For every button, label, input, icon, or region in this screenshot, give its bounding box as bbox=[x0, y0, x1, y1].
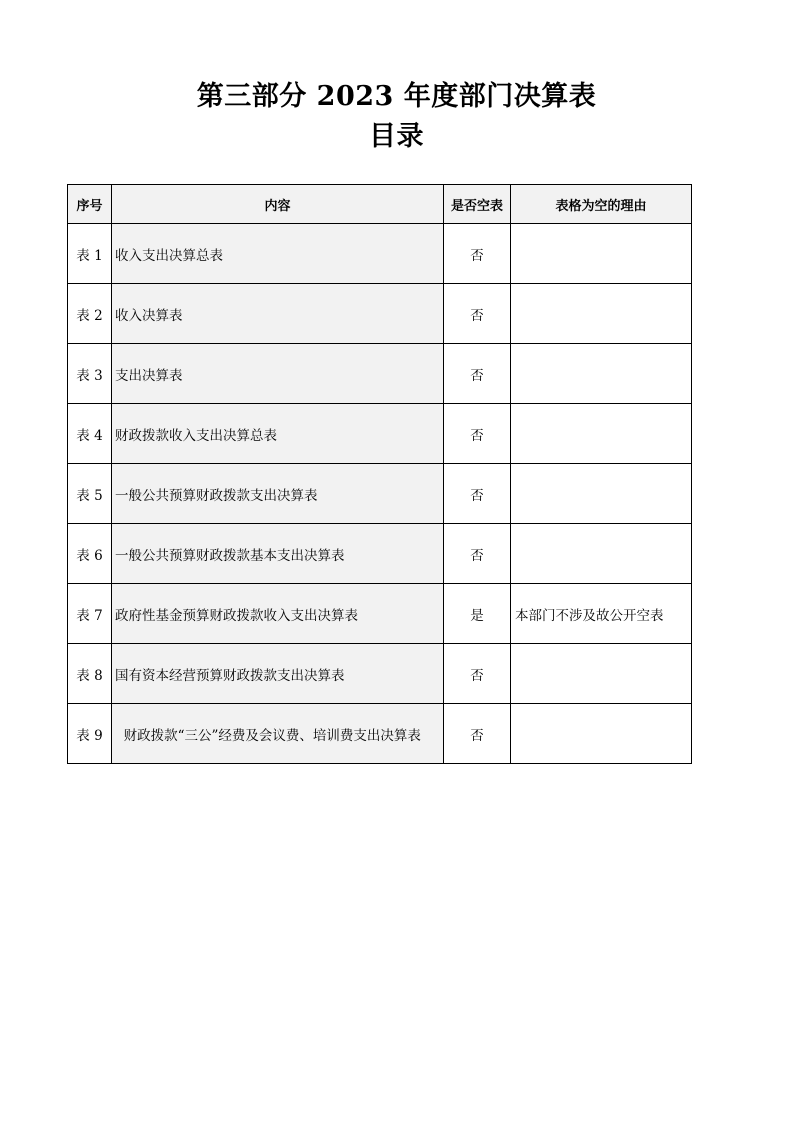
row-content: 政府性基金预算财政拨款收入支出决算表 bbox=[112, 584, 444, 644]
table-header-row bbox=[68, 185, 692, 224]
row-number: 表 2 bbox=[68, 284, 112, 344]
column-header-is-empty: 是否空表 bbox=[444, 185, 511, 224]
row-content: 收入决算表 bbox=[112, 284, 444, 344]
row-number: 表 4 bbox=[68, 404, 112, 464]
column-header-no: 序号 bbox=[68, 185, 112, 224]
row-is-empty: 否 bbox=[444, 704, 511, 764]
row-reason bbox=[511, 344, 692, 404]
table-row bbox=[68, 284, 692, 344]
row-reason: 本部门不涉及故公开空表 bbox=[511, 584, 692, 644]
table-row bbox=[68, 224, 692, 284]
table-row bbox=[68, 704, 692, 764]
row-reason bbox=[511, 224, 692, 284]
row-reason bbox=[511, 404, 692, 464]
row-reason bbox=[511, 524, 692, 584]
row-is-empty: 否 bbox=[444, 224, 511, 284]
table-row bbox=[68, 584, 692, 644]
row-number: 表 3 bbox=[68, 344, 112, 404]
column-header-reason: 表格为空的理由 bbox=[511, 185, 692, 224]
page-subtitle: 目录 bbox=[369, 121, 424, 152]
row-number: 表 7 bbox=[68, 584, 112, 644]
row-is-empty: 否 bbox=[444, 644, 511, 704]
row-number: 表 5 bbox=[68, 464, 112, 524]
table-row bbox=[68, 524, 692, 584]
row-content: 收入支出决算总表 bbox=[112, 224, 444, 284]
toc-table bbox=[67, 184, 692, 764]
row-reason bbox=[511, 464, 692, 524]
row-content: 一般公共预算财政拨款基本支出决算表 bbox=[112, 524, 444, 584]
row-reason bbox=[511, 644, 692, 704]
row-reason bbox=[511, 284, 692, 344]
row-is-empty: 否 bbox=[444, 464, 511, 524]
row-content: 支出决算表 bbox=[112, 344, 444, 404]
row-is-empty: 否 bbox=[444, 344, 511, 404]
row-is-empty: 否 bbox=[444, 524, 511, 584]
row-number: 表 8 bbox=[68, 644, 112, 704]
page-title: 第三部分 2023 年度部门决算表 bbox=[196, 81, 597, 112]
row-is-empty: 否 bbox=[444, 284, 511, 344]
row-content: 财政拨款“三公”经费及会议费、培训费支出决算表 bbox=[112, 704, 444, 764]
table-row bbox=[68, 464, 692, 524]
table-row bbox=[68, 344, 692, 404]
column-header-content: 内容 bbox=[112, 185, 444, 224]
row-content: 一般公共预算财政拨款支出决算表 bbox=[112, 464, 444, 524]
row-number: 表 1 bbox=[68, 224, 112, 284]
table-row bbox=[68, 404, 692, 464]
row-content: 国有资本经营预算财政拨款支出决算表 bbox=[112, 644, 444, 704]
row-content: 财政拨款收入支出决算总表 bbox=[112, 404, 444, 464]
row-is-empty: 否 bbox=[444, 404, 511, 464]
row-is-empty: 是 bbox=[444, 584, 511, 644]
row-number: 表 9 bbox=[68, 704, 112, 764]
table-row bbox=[68, 644, 692, 704]
row-number: 表 6 bbox=[68, 524, 112, 584]
row-reason bbox=[511, 704, 692, 764]
